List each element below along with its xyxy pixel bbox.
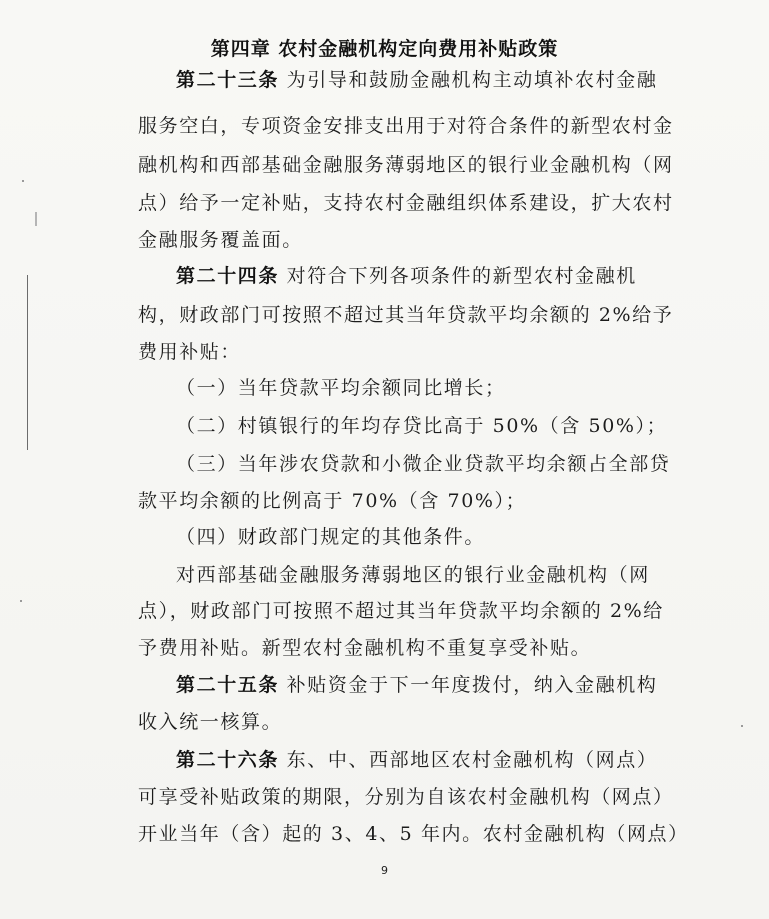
paragraph-line — [176, 68, 658, 92]
page-number: 9 — [381, 864, 388, 877]
line-text: 费用补贴： — [138, 341, 242, 363]
line-text: 收入统一核算。 — [138, 711, 283, 733]
list-item — [176, 525, 638, 549]
line-text: 补贴资金于下一年度拨付，纳入金融机构 — [279, 674, 658, 696]
paragraph-line — [138, 114, 674, 138]
line-text: （三）当年涉农贷款和小微企业贷款平均余额占全部贷 — [176, 453, 671, 475]
scan-margin-mark — [27, 275, 28, 450]
line-text: 东、中、西部地区农村金融机构（网点） — [279, 749, 658, 771]
list-item — [176, 376, 638, 400]
line-text: 点），财政部门可按照不超过其当年贷款平均余额的 2%给 — [138, 600, 664, 622]
paragraph-line — [138, 710, 638, 734]
article-heading: 第二十六条 — [176, 749, 280, 771]
line-text: （二）村镇银行的年均存贷比高于 50%（含 50%）； — [176, 415, 668, 437]
scan-speck — [22, 180, 24, 182]
paragraph-line — [138, 340, 638, 364]
paragraph-line — [176, 748, 658, 772]
line-text: 金融服务覆盖面。 — [138, 229, 303, 251]
line-text: 可享受补贴政策的期限，分别为自该农村金融机构（网点） — [138, 786, 674, 808]
line-text: 开业当年（含）起的 3、4、5 年内。农村金融机构（网点） — [138, 823, 689, 845]
scan-speck — [20, 600, 22, 602]
line-text: 予费用补贴。新型农村金融机构不重复享受补贴。 — [138, 637, 592, 659]
paragraph-line — [138, 822, 689, 846]
scan-speck — [741, 725, 743, 727]
paragraph-line — [138, 489, 638, 513]
paragraph-line — [138, 785, 674, 809]
line-text: 服务空白，专项资金安排支出用于对符合条件的新型农村金 — [138, 115, 674, 137]
line-text: 款平均余额的比例高于 70%（含 70%）； — [138, 490, 527, 512]
line-text: 构，财政部门可按照不超过其当年贷款平均余额的 2%给予 — [138, 304, 674, 326]
paragraph-line — [138, 153, 674, 177]
line-text: 点）给予一定补贴，支持农村金融组织体系建设，扩大农村 — [138, 192, 674, 214]
line-text: 为引导和鼓励金融机构主动填补农村金融 — [279, 69, 658, 91]
line-text: 融机构和西部基础金融服务薄弱地区的银行业金融机构（网 — [138, 154, 674, 176]
paragraph-line — [138, 599, 664, 623]
paragraph-line — [176, 673, 658, 697]
line-text: 对符合下列各项条件的新型农村金融机 — [279, 265, 637, 287]
paragraph-line — [138, 228, 638, 252]
article-heading: 第二十四条 — [176, 265, 280, 287]
paragraph-line — [138, 636, 638, 660]
list-item — [176, 452, 671, 476]
line-text: （一）当年贷款平均余额同比增长； — [176, 377, 506, 399]
paragraph-line — [138, 303, 674, 327]
chapter-title: 第四章 农村金融机构定向费用补贴政策 — [210, 38, 559, 60]
paragraph-line — [176, 264, 638, 288]
article-heading: 第二十五条 — [176, 674, 280, 696]
line-text: （四）财政部门规定的其他条件。 — [176, 526, 486, 548]
line-text: 对西部基础金融服务薄弱地区的银行业金融机构（网 — [176, 564, 650, 586]
paragraph-line — [176, 563, 650, 587]
article-heading: 第二十三条 — [176, 69, 280, 91]
list-item — [176, 414, 668, 438]
paragraph-line — [138, 191, 674, 215]
scan-speck — [35, 212, 37, 226]
